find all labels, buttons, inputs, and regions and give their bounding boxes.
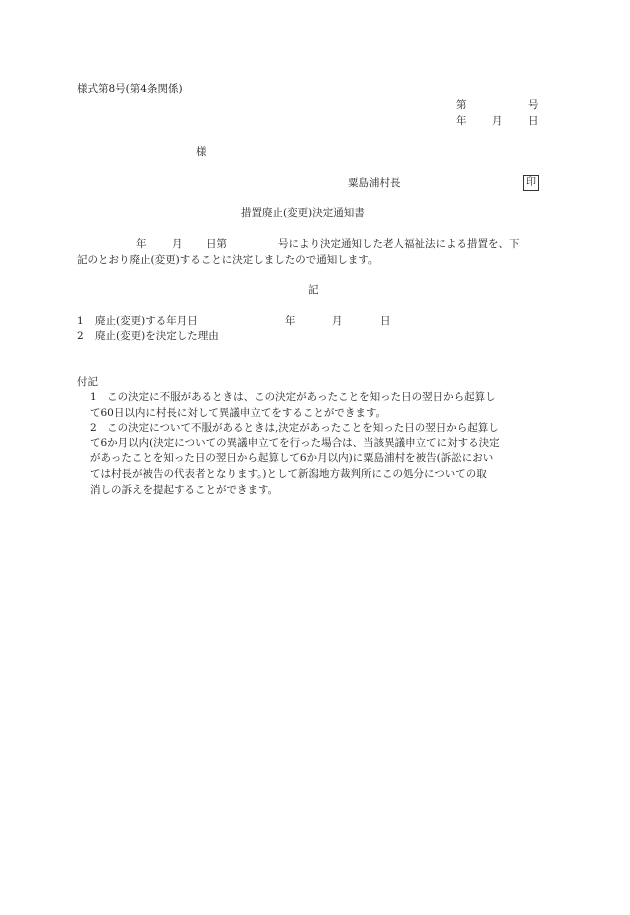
body-line1-rest: 号により決定通知した老人福祉法による措置を、下 — [278, 238, 520, 250]
note-line: 2 この決定について不服があるときは,決定があったことを知った日の翌日から起算し — [90, 422, 499, 434]
body-month: 月 — [172, 238, 183, 250]
date-day: 日 — [528, 115, 539, 127]
item-2-number: 2 — [77, 330, 84, 342]
body-year: 年 — [136, 238, 147, 250]
seal-text: 印 — [526, 177, 536, 188]
note-line: があったことを知った日の翌日から起算して6か月以内)に粟島浦村を被告(訴訟におい — [90, 452, 494, 464]
item-1-day: 日 — [380, 315, 391, 327]
item-2-label: 廃止(変更)を決定した理由 — [95, 330, 219, 342]
document-title: 措置廃止(変更)決定通知書 — [241, 207, 365, 219]
body-day-dai: 日第 — [206, 238, 227, 250]
ki-heading: 記 — [308, 284, 319, 296]
item-1-number: 1 — [77, 315, 84, 327]
notes-heading: 付記 — [77, 376, 98, 388]
addressee-suffix: 様 — [196, 146, 207, 158]
issuer-name: 粟島浦村長 — [348, 177, 401, 189]
note-line: て60日以内に村長に対して異議申立てをすることができます。 — [90, 407, 387, 419]
item-1-year: 年 — [285, 315, 296, 327]
date-month: 月 — [492, 115, 503, 127]
note-line: ては村長が被告の代表者となります。)として新潟地方裁判所にこの処分についての取 — [90, 468, 487, 480]
seal-mark — [523, 175, 539, 191]
date-year: 年 — [456, 115, 467, 127]
item-1-label: 廃止(変更)する年月日 — [95, 315, 198, 327]
note-line: て6か月以内(決定についての異議申立てを行った場合は、当該異議申立てに対する決定 — [90, 437, 500, 449]
document-number-prefix: 第 — [456, 99, 467, 111]
note-line: 消しの訴えを提起することができます。 — [90, 484, 279, 496]
note-line: 1 この決定に不服があるときは、この決定があったことを知った日の翌日から起算し — [90, 391, 496, 403]
document-number-suffix: 号 — [528, 99, 539, 111]
body-line2: 記のとおり廃止(変更)することに決定しましたので通知します。 — [77, 254, 379, 266]
form-label: 様式第8号(第4条関係) — [77, 83, 183, 95]
seal-outer-box — [523, 175, 539, 191]
item-1-month: 月 — [332, 315, 343, 327]
